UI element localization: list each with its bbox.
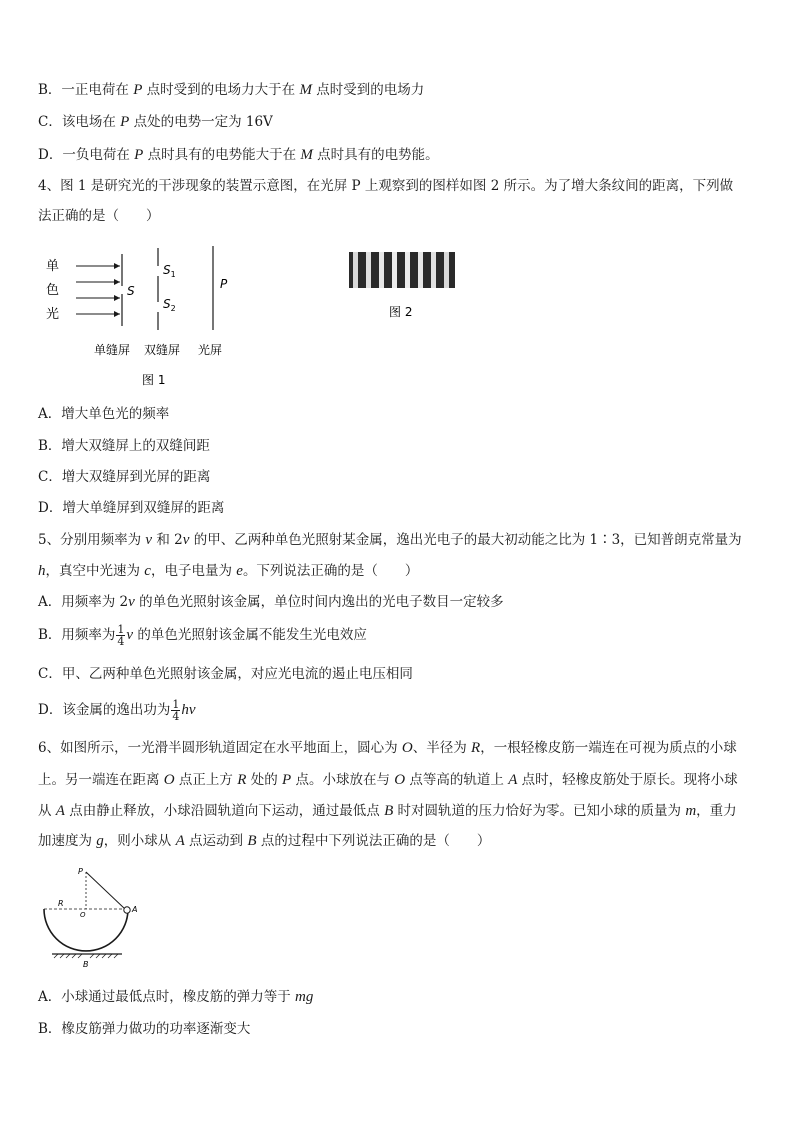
fig-label-p: P [78, 867, 83, 876]
fig1-light-char-2: 色 [46, 283, 60, 298]
fig-label-o: O [80, 911, 86, 919]
q5-stem-line1: 5、分别用频率为 ν 和 2ν 的甲、乙两种单色光照射某金属，逸出光电子的最大初动能之比为 1∶3，已知普朗克常量为 [38, 532, 742, 548]
q4-figure-2 [349, 252, 459, 322]
q5-option-a: A．用频率为 2ν 的单色光照射该金属，单位时间内逸出的光电子数目一定较多 [38, 594, 504, 610]
fig1-label-s: S [127, 284, 135, 298]
q4-option-d: D．增大单缝屏到双缝屏的距离 [38, 500, 225, 516]
q4-option-b: B．增大双缝屏上的双缝间距 [38, 438, 210, 454]
q5-option-d: D．该金属的逸出功为 $\frac{1}{4}$ hν [38, 698, 196, 723]
fraction-one-quarter: $\frac{1}{4}$ [117, 623, 125, 648]
fig1-label-single-slit: 单缝屏 [94, 343, 131, 357]
q4-figure-1 [40, 246, 250, 394]
q6-option-a: A．小球通过最低点时，橡皮筋的弹力等于 mg [38, 989, 314, 1005]
fig1-label-s1: $S_1$ [163, 263, 176, 279]
q6-stem-line1: 6、如图所示，一光滑半圆形轨道固定在水平地面上，圆心为 O、半径为 R，一根轻橡皮筋一端连在可视为质点的小球 [38, 740, 737, 756]
q4-option-c: C．增大双缝屏到光屏的距离 [38, 469, 211, 485]
q4-option-a: A．增大单色光的频率 [38, 406, 170, 422]
q5-stem-line2: h，真空中光速为 c，电子电量为 e。下列说法正确的是（ ） [38, 563, 419, 579]
q6-stem-line2: 上。另一端连在距离 O 点正上方 R 处的 P 点。小球放在与 O 点等高的轨道上 A 点时，轻橡皮筋处于原长。现将小球 [38, 772, 738, 788]
q6-stem-line3: 从 A 点由静止释放，小球沿圆轨道向下运动，通过最低点 B 时对圆轨道的压力恰好为零。已知小球的质量为 m，重力 [38, 803, 737, 819]
q4-stem-line2: 法正确的是（ ） [38, 208, 160, 224]
prev-option-b: B．一正电荷在 P 点时受到的电场力大于在 M 点时受到的电场力 [38, 82, 425, 98]
fig2-fringe-pattern [349, 252, 455, 288]
prev-option-c: C．该电场在 P 点处的电势一定为 16V [38, 114, 273, 130]
fig-label-r: R [58, 899, 64, 908]
q5-option-c: C．甲、乙两种单色光照射该金属，对应光电流的遏止电压相同 [38, 666, 413, 682]
fig1-label-light-screen: 光屏 [198, 343, 223, 357]
fig1-light-char-1: 单 [46, 259, 60, 274]
fig1-light-char-3: 光 [46, 307, 60, 322]
fig-semicircle-track [44, 909, 128, 951]
fig2-caption: 图 2 [389, 305, 413, 319]
prev-option-d: D．一负电荷在 P 点时具有的电势能大于在 M 点时具有的电势能。 [38, 147, 439, 163]
q6-stem-line4: 加速度为 g，则小球从 A 点运动到 B 点的过程中下列说法正确的是（ ） [38, 833, 491, 849]
fraction-one-quarter: $\frac{1}{4}$ [172, 698, 180, 723]
fig1-label-s2: $S_2$ [163, 297, 176, 313]
fig1-label-p: P [220, 277, 228, 291]
q4-stem-line1: 4、图 1 是研究光的干涉现象的装置示意图，在光屏 P 上观察到的图样如图 2 所示。为了增大条纹间的距离，下列做 [38, 178, 734, 194]
fig-label-a: A [132, 905, 138, 914]
q5-option-b: B．用频率为 $\frac{1}{4}$ ν 的单色光照射该金属不能发生光电效应 [38, 623, 367, 648]
fig1-label-double-slit: 双缝屏 [144, 343, 181, 357]
q6-option-b: B．橡皮筋弹力做功的功率逐渐变大 [38, 1021, 251, 1037]
fig-label-b: B [83, 960, 89, 969]
fig-ball [124, 907, 130, 913]
fig1-caption: 图 1 [142, 373, 166, 387]
q6-figure-track [38, 864, 150, 976]
fig-rubber-band [86, 872, 125, 909]
